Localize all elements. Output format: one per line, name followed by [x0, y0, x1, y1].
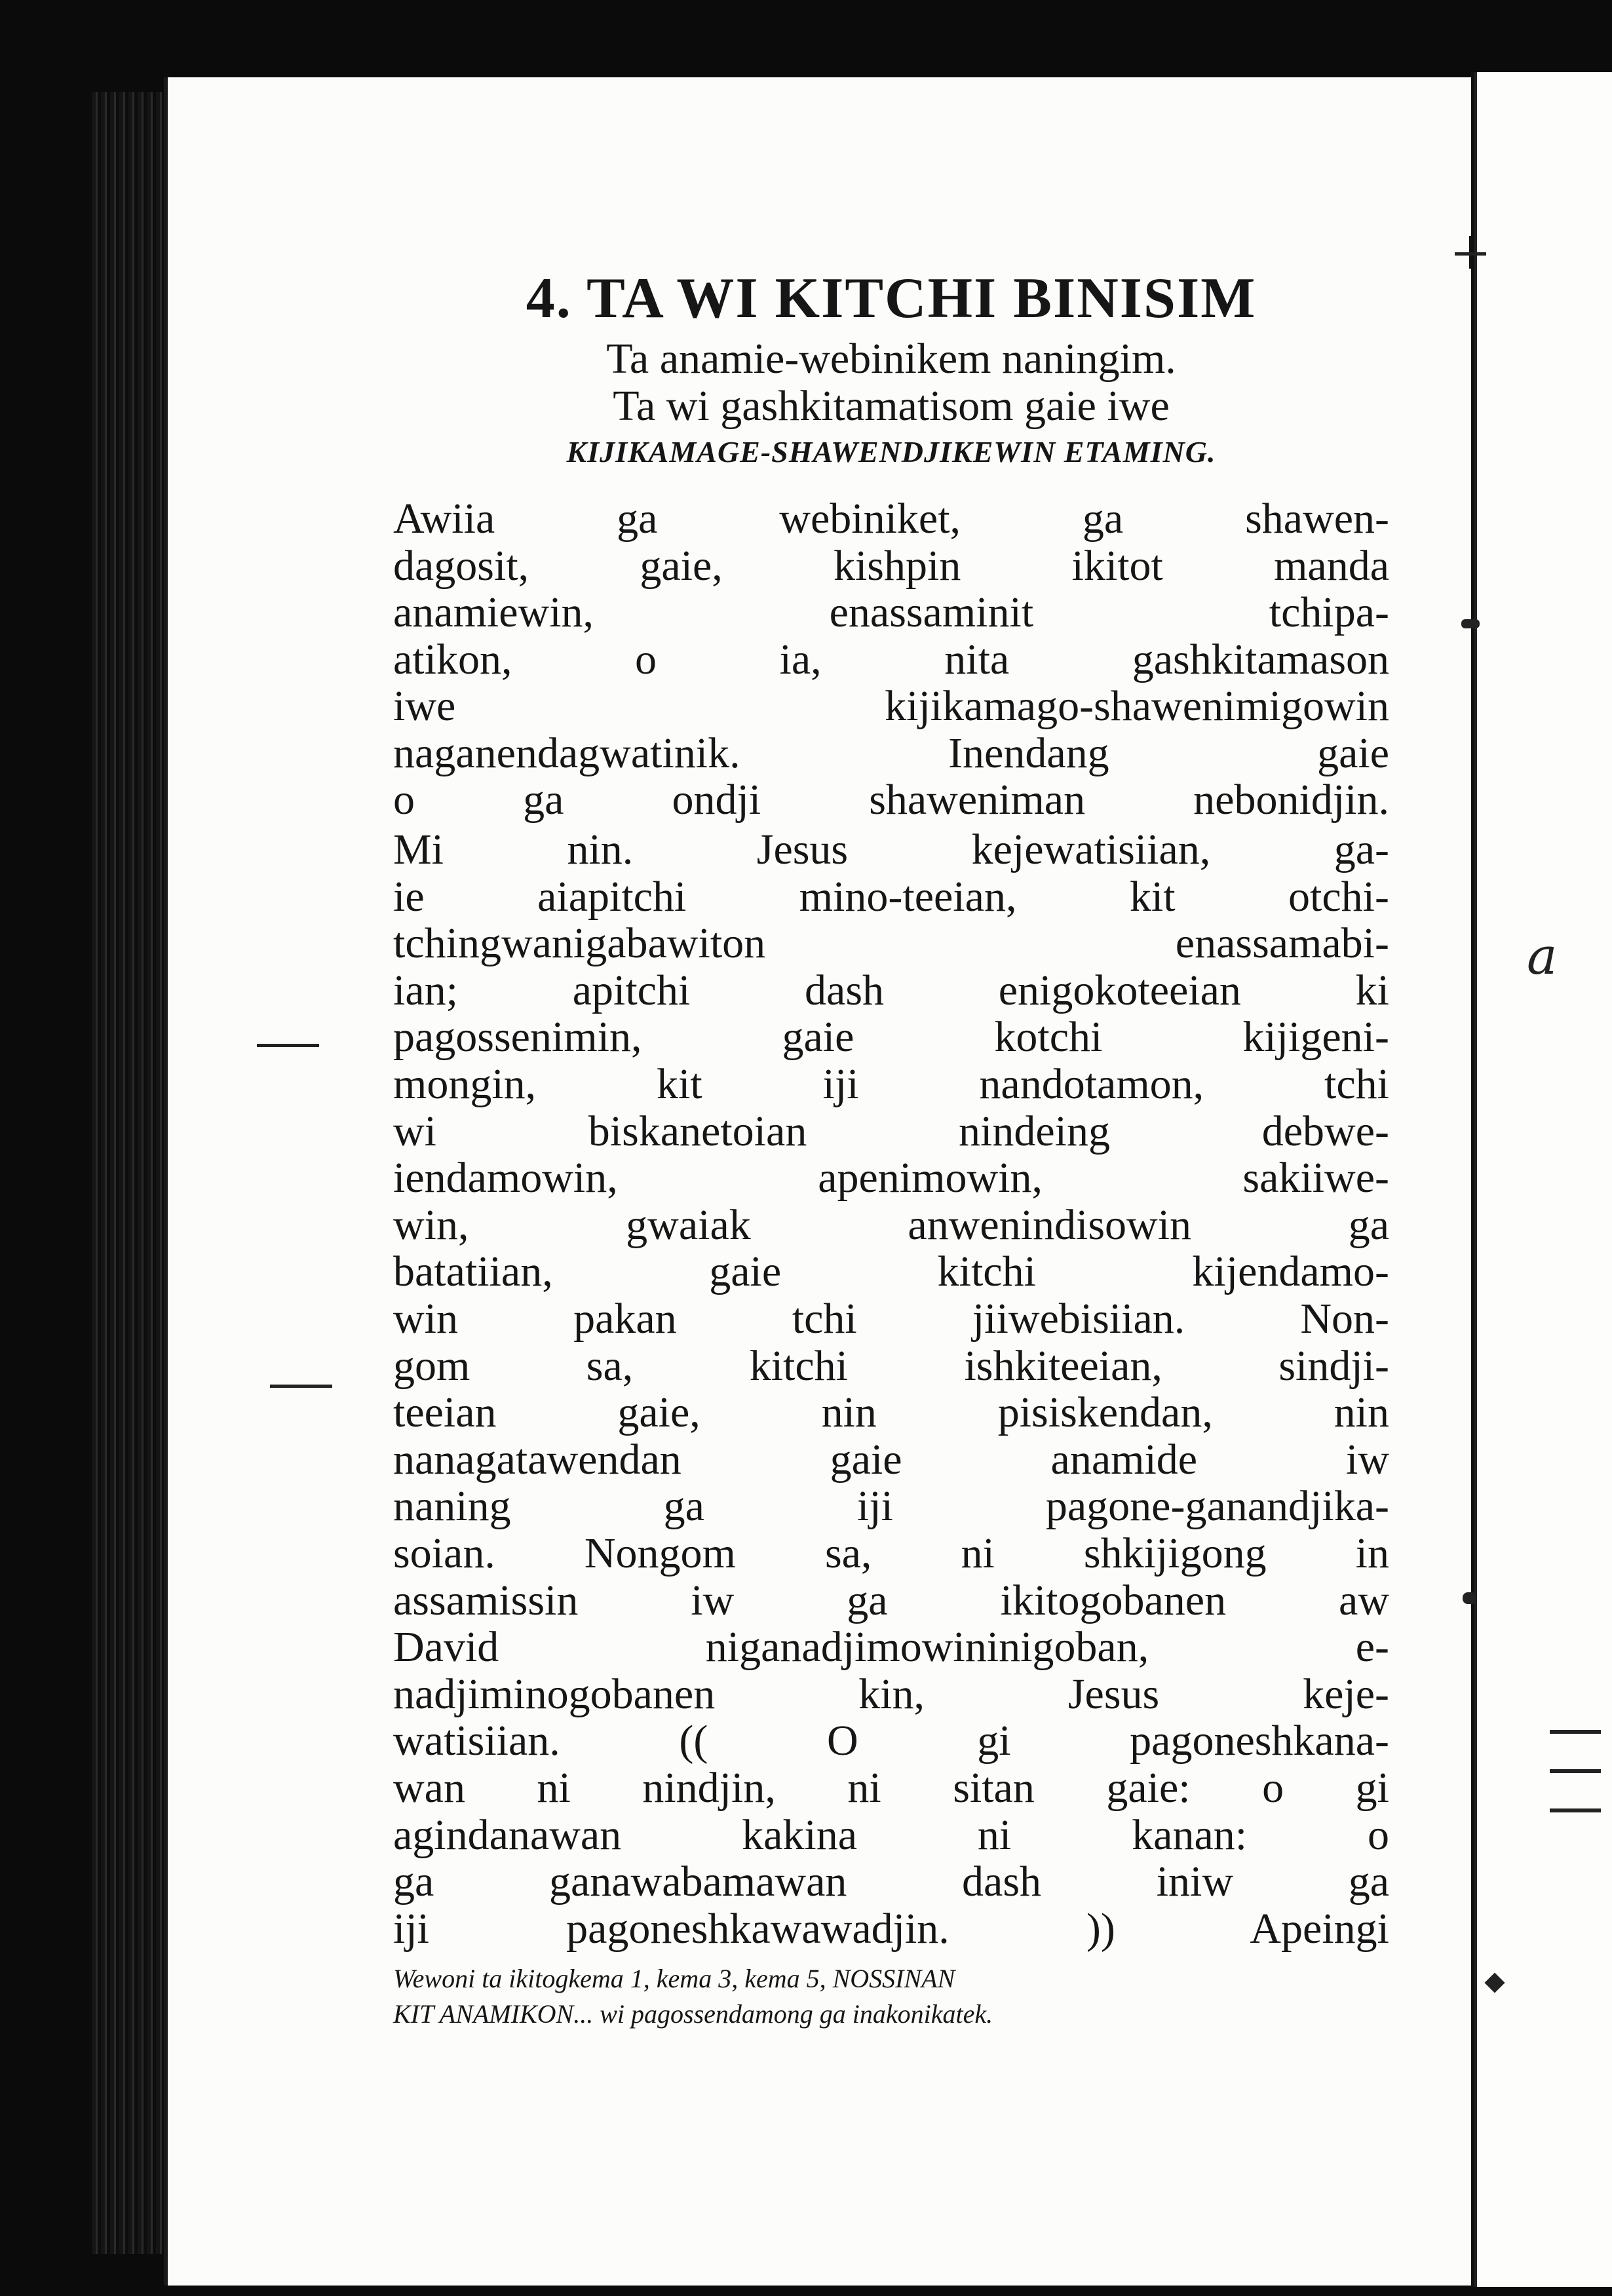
text-line: anamiewin, enassaminit tchipa-	[393, 589, 1389, 636]
text-line: nadjiminogobanen kin, Jesus keje-	[393, 1670, 1389, 1718]
margin-dash	[1550, 1808, 1601, 1812]
footnote-line: KIT ANAMIKON... wi pagossendamong ga inakonikatek.	[393, 1999, 993, 2029]
text-line: pagossenimin, gaie kotchi kijigeni-	[393, 1014, 1389, 1062]
margin-note: a	[1527, 927, 1558, 986]
margin-dash	[1550, 1730, 1601, 1734]
subtitle-line: Ta anamie-webinikem naningim.	[606, 335, 1176, 383]
footnote	[393, 1961, 1389, 2032]
text-line: watisiian. (( O gi pagoneshkana-	[393, 1717, 1389, 1765]
text-line: naning ga iji pagone-ganandjika-	[393, 1483, 1389, 1530]
text-line: nanagatawendan gaie anamide iw	[393, 1436, 1389, 1483]
section-heading: 4. TA WI KITCHI BINISIM	[526, 267, 1257, 330]
margin-dash	[257, 1044, 319, 1047]
text-line: ie aiapitchi mino-teeian, kit otchi-	[393, 873, 1389, 921]
text-line: wi biskanetoian nindeing debwe-	[393, 1107, 1389, 1155]
text-line: mongin, kit iji nandotamon, tchi	[393, 1061, 1389, 1108]
text-line: iji pagoneshkawawadjin. )) Apeingi	[393, 1905, 1389, 1953]
margin-mark	[1461, 619, 1480, 628]
subtitle-italic: KIJIKAMAGE-SHAWENDJIKEWIN ETAMING.	[566, 434, 1216, 469]
footnote-line: Wewoni ta ikitogkema 1, kema 3, kema 5, NOSSINAN	[393, 1964, 955, 1994]
text-line: teeian gaie, nin pisiskendan, nin	[393, 1389, 1389, 1436]
text-line: wan ni nindjin, ni sitan gaie: o gi	[393, 1764, 1389, 1812]
text-line: atikon, o ia, nita gashkitamason	[393, 636, 1389, 683]
facing-page-edge	[1474, 72, 1612, 2287]
text-line: ian; apitchi dash enigokoteeian ki	[393, 966, 1389, 1014]
text-line: iendamowin, apenimowin, sakiiwe-	[393, 1155, 1389, 1202]
text-line: win, gwaiak anwenindisowin ga	[393, 1201, 1389, 1249]
text-line: soian. Nongom sa, ni shkijigong in	[393, 1529, 1389, 1577]
text-line: agindanawan kakina ni kanan: o	[393, 1811, 1389, 1859]
text-line: Awiia ga webiniket, ga shawen-	[393, 495, 1389, 543]
text-line: Mi nin. Jesus kejewatisiian, ga-	[393, 826, 1389, 873]
text-line: David niganadjimowininigoban, e-	[393, 1624, 1389, 1671]
margin-dash	[270, 1385, 332, 1388]
margin-dash	[1550, 1769, 1601, 1773]
text-line: o ga ondji shaweniman nebonidjin.	[393, 776, 1389, 824]
text-line: ga ganawabamawan dash iniw ga	[393, 1858, 1389, 1905]
text-line: batatiian, gaie kitchi kijendamo-	[393, 1248, 1389, 1296]
paragraph-1	[393, 495, 1389, 824]
subtitle-line: Ta wi gashkitamatisom gaie iwe	[613, 381, 1170, 430]
margin-dash	[1455, 252, 1486, 256]
text-line: naganendagwatinik. Inendang gaie	[393, 729, 1389, 777]
text-line: win pakan tchi jiiwebisiian. Non-	[393, 1295, 1389, 1343]
text-line: tchingwanigabawiton enassamabi-	[393, 920, 1389, 967]
text-line: dagosit, gaie, kishpin ikitot manda	[393, 542, 1389, 590]
text-line: assamissin iw ga ikitogobanen aw	[393, 1577, 1389, 1624]
page-text	[393, 269, 1389, 2032]
paragraph-2	[393, 826, 1389, 1952]
text-line: iwe kijikamago-shawenimigowin	[393, 683, 1389, 730]
text-line: gom sa, kitchi ishkiteeian, sindji-	[393, 1342, 1389, 1390]
margin-mark	[1463, 1592, 1477, 1604]
